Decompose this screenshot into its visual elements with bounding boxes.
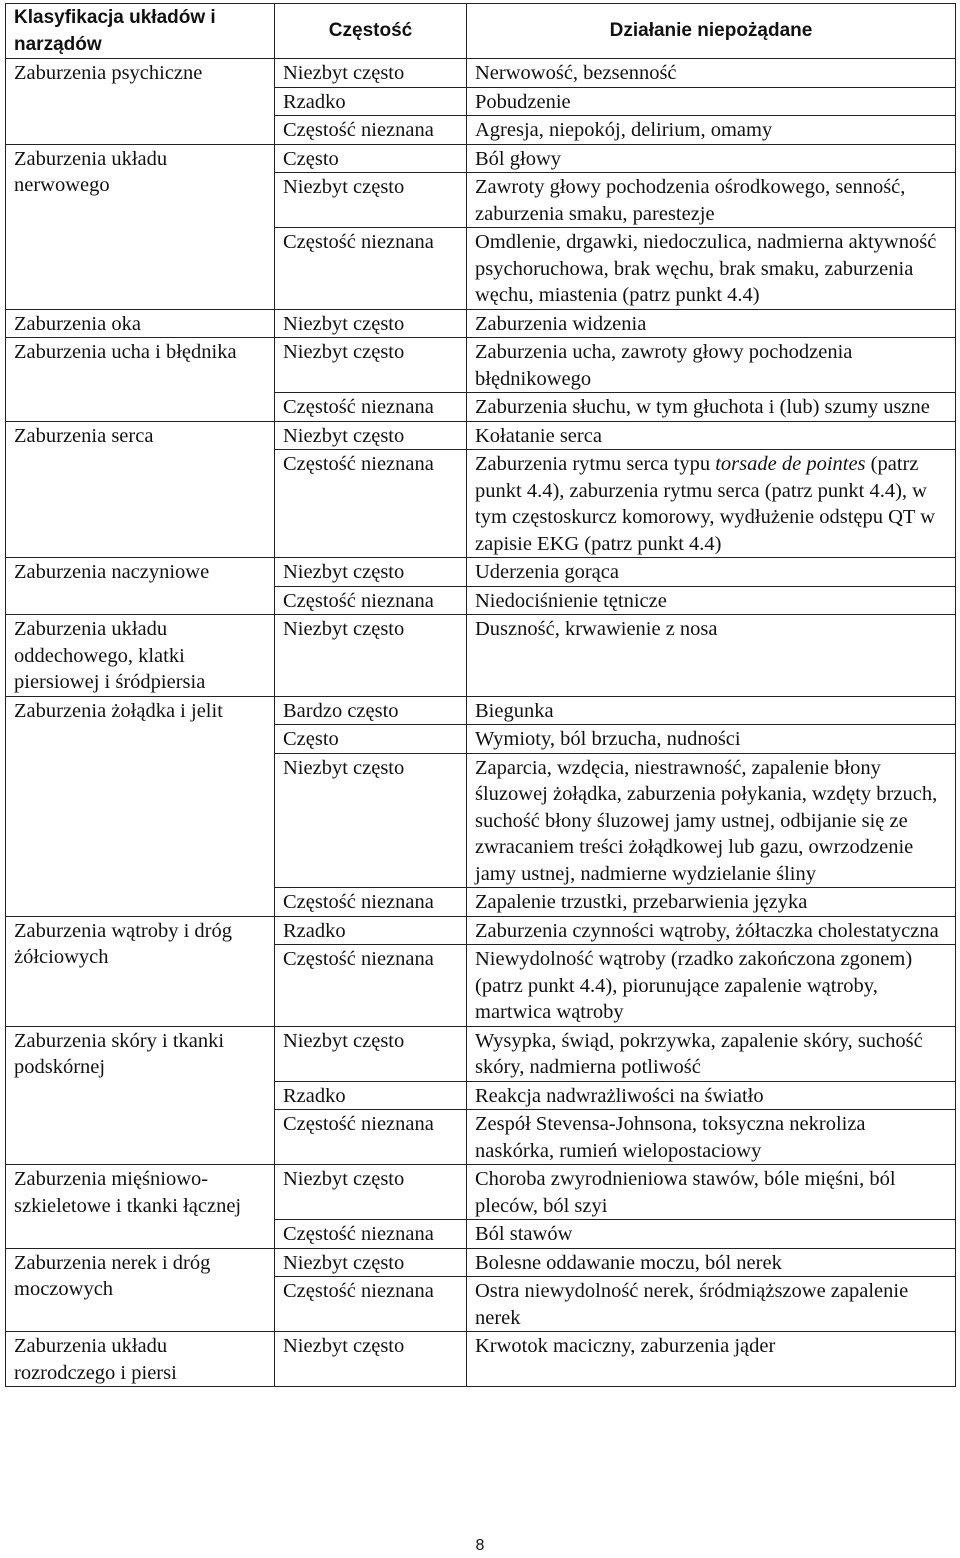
header-organ-class: Klasyfikacja układów i narządów	[6, 4, 275, 59]
frequency-cell: Rzadko	[275, 1081, 467, 1110]
adverse-reaction-cell: Zaburzenia czynności wątroby, żółtaczka cholestatyczna	[467, 916, 956, 945]
adverse-reaction-cell: Bolesne oddawanie moczu, ból nerek	[467, 1248, 956, 1277]
frequency-cell: Niezbyt często	[275, 173, 467, 228]
adverse-reaction-cell: Zapalenie trzustki, przebarwienia języka	[467, 888, 956, 917]
effect-text: Zaburzenia rytmu serca typu	[475, 453, 716, 475]
adverse-reaction-cell: Krwotok maciczny, zaburzenia jąder	[467, 1332, 956, 1387]
organ-class-cell: Zaburzenia serca	[6, 421, 275, 558]
page-number: 8	[475, 1537, 485, 1554]
table-body	[6, 59, 956, 1387]
organ-class-cell: Zaburzenia naczyniowe	[6, 558, 275, 615]
frequency-cell: Niezbyt często	[275, 1026, 467, 1081]
frequency-cell: Częstość nieznana	[275, 586, 467, 615]
adverse-reaction-cell: Zaparcia, wzdęcia, niestrawność, zapalenie błony śluzowej żołądka, zaburzenia połykania, wzdęty brzuch, suchość błony śluzowej jamy ustnej, odbijanie się ze zwracaniem treści żołądkowej lub gazu, owrzodzenie jamy ustnej, nadmierne wydzielanie śliny	[467, 753, 956, 888]
organ-class-cell: Zaburzenia układu rozrodczego i piersi	[6, 1332, 275, 1387]
frequency-cell: Bardzo często	[275, 696, 467, 725]
adverse-reaction-cell: Zespół Stevensa-Johnsona, toksyczna nekroliza naskórka, rumień wielopostaciowy	[467, 1110, 956, 1165]
organ-class-cell: Zaburzenia żołądka i jelit	[6, 696, 275, 916]
table-row	[6, 1248, 956, 1277]
adverse-reaction-cell: Agresja, niepokój, delirium, omamy	[467, 116, 956, 145]
adverse-reaction-cell: Nerwowość, bezsenność	[467, 59, 956, 88]
adverse-reaction-cell: Uderzenia gorąca	[467, 558, 956, 587]
frequency-cell: Niezbyt często	[275, 1332, 467, 1387]
adverse-reaction-cell: Reakcja nadwrażliwości na światło	[467, 1081, 956, 1110]
frequency-cell: Niezbyt często	[275, 59, 467, 88]
organ-class-cell: Zaburzenia układu nerwowego	[6, 144, 275, 309]
frequency-cell: Często	[275, 144, 467, 173]
effect-text: (patrz punkt 4.4), zaburzenia rytmu serca (patrz punkt 4.4), w tym częstoskurcz komorowy, wydłużenie odstępu QT w zapisie EKG (patrz punkt 4.4)	[475, 453, 936, 555]
frequency-cell: Częstość nieznana	[275, 228, 467, 310]
adverse-reactions-table	[5, 3, 956, 1387]
frequency-cell: Niezbyt często	[275, 615, 467, 697]
frequency-cell: Niezbyt często	[275, 558, 467, 587]
adverse-reaction-cell: Niewydolność wątroby (rzadko zakończona zgonem) (patrz punkt 4.4), piorunujące zapalenie wątroby, martwica wątroby	[467, 945, 956, 1027]
header-frequency: Częstość	[275, 4, 467, 59]
table-row	[6, 1332, 956, 1387]
table-row	[6, 338, 956, 393]
adverse-reaction-cell: Zaburzenia widzenia	[467, 309, 956, 338]
organ-class-cell: Zaburzenia ucha i błędnika	[6, 338, 275, 422]
frequency-cell: Często	[275, 725, 467, 754]
organ-class-cell: Zaburzenia skóry i tkanki podskórnej	[6, 1026, 275, 1165]
adverse-reaction-cell: Wysypka, świąd, pokrzywka, zapalenie skóry, suchość skóry, nadmierna potliwość	[467, 1026, 956, 1081]
adverse-reaction-cell: Duszność, krwawienie z nosa	[467, 615, 956, 697]
adverse-reaction-cell	[467, 450, 956, 558]
frequency-cell: Rzadko	[275, 87, 467, 116]
adverse-reaction-cell: Zawroty głowy pochodzenia ośrodkowego, senność, zaburzenia smaku, parestezje	[467, 173, 956, 228]
frequency-cell: Niezbyt często	[275, 1248, 467, 1277]
organ-class-cell: Zaburzenia psychiczne	[6, 59, 275, 145]
frequency-cell: Rzadko	[275, 916, 467, 945]
frequency-cell: Niezbyt często	[275, 1165, 467, 1220]
frequency-cell: Częstość nieznana	[275, 1110, 467, 1165]
organ-class-cell: Zaburzenia wątroby i dróg żółciowych	[6, 916, 275, 1026]
organ-class-cell: Zaburzenia układu oddechowego, klatki piersiowej i śródpiersia	[6, 615, 275, 697]
frequency-cell: Niezbyt często	[275, 421, 467, 450]
organ-class-cell: Zaburzenia nerek i dróg moczowych	[6, 1248, 275, 1332]
frequency-cell: Niezbyt często	[275, 309, 467, 338]
adverse-reaction-cell: Biegunka	[467, 696, 956, 725]
adverse-reaction-cell: Zaburzenia słuchu, w tym głuchota i (lub) szumy uszne	[467, 393, 956, 422]
frequency-cell: Częstość nieznana	[275, 393, 467, 422]
table-row	[6, 615, 956, 697]
table-row	[6, 59, 956, 88]
adverse-reaction-cell: Zaburzenia ucha, zawroty głowy pochodzenia błędnikowego	[467, 338, 956, 393]
table-row	[6, 696, 956, 725]
frequency-cell: Częstość nieznana	[275, 116, 467, 145]
frequency-cell: Niezbyt często	[275, 753, 467, 888]
adverse-reaction-cell: Wymioty, ból brzucha, nudności	[467, 725, 956, 754]
adverse-reaction-cell: Omdlenie, drgawki, niedoczulica, nadmierna aktywność psychoruchowa, brak węchu, brak smaku, zaburzenia węchu, miastenia (patrz punkt 4.4)	[467, 228, 956, 310]
frequency-cell: Niezbyt często	[275, 338, 467, 393]
table-row	[6, 558, 956, 587]
frequency-cell: Częstość nieznana	[275, 1220, 467, 1249]
frequency-cell: Częstość nieznana	[275, 945, 467, 1027]
adverse-reaction-cell: Kołatanie serca	[467, 421, 956, 450]
adverse-reaction-cell: Ból stawów	[467, 1220, 956, 1249]
frequency-cell: Częstość nieznana	[275, 888, 467, 917]
adverse-reaction-cell: Pobudzenie	[467, 87, 956, 116]
adverse-reaction-cell: Ostra niewydolność nerek, śródmiąższowe zapalenie nerek	[467, 1277, 956, 1332]
table-row	[6, 916, 956, 945]
effect-italic-term: torsade de pointes	[715, 453, 866, 475]
table-row	[6, 144, 956, 173]
table-row	[6, 1165, 956, 1220]
table-row	[6, 309, 956, 338]
adverse-reaction-cell: Ból głowy	[467, 144, 956, 173]
frequency-cell: Częstość nieznana	[275, 450, 467, 558]
header-adverse-reaction: Działanie niepożądane	[467, 4, 956, 59]
organ-class-cell: Zaburzenia oka	[6, 309, 275, 338]
frequency-cell: Częstość nieznana	[275, 1277, 467, 1332]
adverse-reaction-cell: Choroba zwyrodnieniowa stawów, bóle mięśni, ból pleców, ból szyi	[467, 1165, 956, 1220]
table-row	[6, 1026, 956, 1081]
table-row	[6, 421, 956, 450]
organ-class-cell: Zaburzenia mięśniowo-szkieletowe i tkanki łącznej	[6, 1165, 275, 1249]
table-header-row	[6, 4, 956, 59]
adverse-reaction-cell: Niedociśnienie tętnicze	[467, 586, 956, 615]
